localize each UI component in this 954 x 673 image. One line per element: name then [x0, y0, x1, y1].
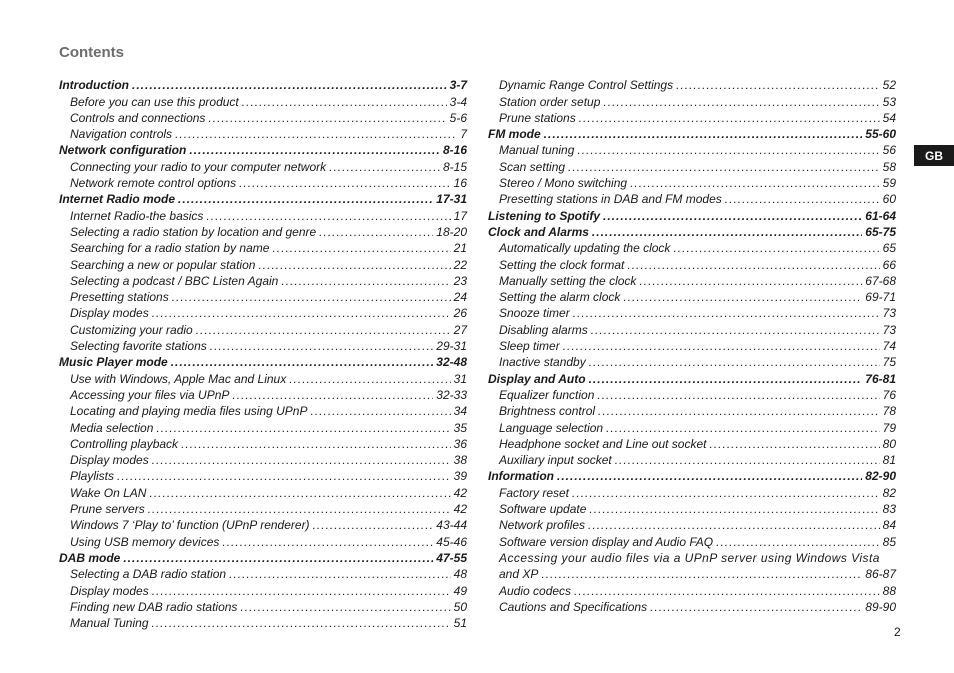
- toc-dot-leader: [152, 453, 451, 468]
- toc-dot-leader: [591, 323, 880, 338]
- toc-entry-title: Software version display and Audio FAQ: [499, 534, 714, 549]
- toc-entry-title: Accessing your files via UPnP: [70, 387, 230, 402]
- toc-entry-title: Audio codecs: [499, 583, 572, 598]
- toc-entry-title: Cautions and Specifications: [499, 599, 648, 614]
- toc-entry-pages: 42: [453, 502, 467, 517]
- toc-entry-title: Software update: [499, 502, 587, 517]
- toc-subsection-entry: [59, 207, 467, 223]
- toc-entry-title: Clock and Alarms: [488, 224, 589, 239]
- toc-dot-leader: [181, 437, 451, 452]
- toc-entry-title: Finding new DAB radio stations: [70, 599, 238, 614]
- toc-subsection-entry: [59, 436, 467, 452]
- toc-entry-title: Scan setting: [499, 159, 566, 174]
- toc-entry-title: Accessing your audio files via a UPnP server using Windows Vista: [499, 550, 880, 565]
- toc-subsection-entry: [59, 305, 467, 321]
- toc-dot-leader: [222, 535, 433, 550]
- toc-entry-pages: 88: [882, 583, 896, 598]
- toc-section-entry: [488, 468, 896, 484]
- toc-dot-leader: [589, 372, 863, 387]
- toc-entry-title: Prune stations: [499, 110, 576, 125]
- toc-entry-title: Stereo / Mono switching: [499, 176, 628, 191]
- toc-entry-pages: 80: [882, 436, 896, 451]
- toc-entry-title: Language selection: [499, 420, 604, 435]
- toc-dot-leader: [232, 388, 433, 403]
- toc-entry-title: Playlists: [70, 469, 115, 484]
- toc-subsection-entry: [488, 175, 896, 191]
- toc-dot-leader: [676, 78, 880, 93]
- toc-entry-title: Presetting stations in DAB and FM modes: [499, 192, 722, 207]
- toc-subsection-entry: [59, 533, 467, 549]
- toc-entry-pages: 52: [882, 78, 896, 93]
- toc-dot-leader: [623, 290, 862, 305]
- toc-entry-pages: 48: [453, 567, 467, 582]
- toc-dot-leader: [589, 355, 880, 370]
- toc-subsection-entry: [488, 533, 896, 549]
- toc-subsection-entry: [59, 599, 467, 615]
- toc-entry-title: Selecting a radio station by location and genre: [70, 224, 317, 239]
- toc-dot-leader: [557, 469, 862, 484]
- toc-entry-pages: 39: [453, 469, 467, 484]
- toc-entry-title: FM mode: [488, 127, 541, 142]
- toc-entry-pages: 27: [453, 322, 467, 337]
- toc-dot-leader: [568, 160, 880, 175]
- toc-entry-title: Inactive standby: [499, 355, 586, 370]
- toc-entry-title: Display modes: [70, 306, 149, 321]
- toc-entry-pages: 76-81: [865, 371, 896, 386]
- toc-entry-title: Manually setting the clock: [499, 273, 637, 288]
- toc-subsection-entry: [59, 517, 467, 533]
- toc-dot-leader: [258, 258, 450, 273]
- toc-dot-leader: [310, 404, 450, 419]
- toc-entry-title: Selecting a DAB radio station: [70, 567, 227, 582]
- toc-entry-title: Brightness control: [499, 404, 596, 419]
- toc-subsection-entry: [59, 158, 467, 174]
- toc-dot-leader: [242, 95, 447, 110]
- toc-entry-title: Controls and connections: [70, 110, 206, 125]
- toc-entry-title: Before you can use this product: [70, 94, 239, 109]
- toc-section-entry: [59, 142, 467, 158]
- toc-subsection-entry: [59, 452, 467, 468]
- toc-subsection-entry: [59, 126, 467, 142]
- toc-subsection-entry: [59, 566, 467, 582]
- toc-entry-pages: 66: [882, 257, 896, 272]
- toc-entry-pages: 34: [453, 404, 467, 419]
- toc-dot-leader: [579, 111, 880, 126]
- toc-entry-title: Auxiliary input socket: [499, 453, 612, 468]
- toc-left-column: [59, 77, 467, 631]
- toc-dot-leader: [603, 95, 879, 110]
- toc-entry-title: Introduction: [59, 78, 129, 93]
- toc-subsection-entry: [488, 289, 896, 305]
- toc-entry-title: Setting the clock format: [499, 257, 625, 272]
- toc-dot-leader: [239, 176, 451, 191]
- toc-entry-pages: 61-64: [865, 208, 896, 223]
- toc-entry-pages: 32-33: [436, 387, 467, 402]
- toc-entry-pages: 85: [882, 534, 896, 549]
- toc-subsection-entry: [488, 110, 896, 126]
- toc-entry-pages: 42: [453, 485, 467, 500]
- toc-entry-title: Media selection: [70, 420, 154, 435]
- toc-dot-leader: [152, 306, 451, 321]
- toc-entry-pages: 29-31: [436, 339, 467, 354]
- toc-entry-title: Headphone socket and Line out socket: [499, 436, 707, 451]
- toc-subsection-entry: [488, 419, 896, 435]
- toc-dot-leader: [156, 421, 450, 436]
- toc-entry-title: Information: [488, 469, 554, 484]
- toc-dot-leader: [588, 518, 880, 533]
- toc-subsection-entry: [59, 468, 467, 484]
- toc-entry-title: Display modes: [70, 453, 149, 468]
- toc-entry-title: Selecting favorite stations: [70, 339, 207, 354]
- toc-dot-leader: [289, 372, 450, 387]
- toc-entry-title: Snooze timer: [499, 306, 570, 321]
- toc-entry-pages: 58: [882, 159, 896, 174]
- toc-entry-title: Station order setup: [499, 94, 601, 109]
- toc-entry-title: Dynamic Range Control Settings: [499, 78, 674, 93]
- toc-subsection-entry: [59, 224, 467, 240]
- toc-dot-leader: [598, 404, 880, 419]
- toc-dot-leader: [606, 421, 880, 436]
- toc-subsection-entry: [59, 110, 467, 126]
- toc-dot-leader: [117, 469, 451, 484]
- toc-entry-title: Wake On LAN: [70, 485, 147, 500]
- toc-entry-pages: 75: [882, 355, 896, 370]
- toc-entry-title: Windows 7 ‘Play to’ function (UPnP renderer): [70, 518, 310, 533]
- toc-subsection-entry: [488, 354, 896, 370]
- toc-subsection-entry: [488, 240, 896, 256]
- toc-subsection-entry: [488, 256, 896, 272]
- toc-entry-pages: 50: [453, 599, 467, 614]
- toc-entry-title: Automatically updating the clock: [499, 241, 671, 256]
- toc-entry-title: Searching a new or popular station: [70, 257, 256, 272]
- toc-dot-leader: [716, 535, 880, 550]
- toc-entry-pages: 21: [453, 241, 467, 256]
- toc-entry-pages: 67-68: [865, 273, 896, 288]
- toc-subsection-entry: [488, 436, 896, 452]
- toc-entry-pages: 43-44: [436, 518, 467, 533]
- toc-entry-pages: 16: [453, 176, 467, 191]
- toc-entry-pages: 23: [453, 273, 467, 288]
- toc-entry-pages: 73: [882, 306, 896, 321]
- toc-entry-title: Network remote control options: [70, 176, 237, 191]
- toc-entry-title: Using USB memory devices: [70, 534, 220, 549]
- toc-subsection-entry: [488, 550, 896, 566]
- toc-subsection-entry: [488, 321, 896, 337]
- toc-entry-pages: 84: [882, 518, 896, 533]
- toc-entry-pages: 18-20: [436, 224, 467, 239]
- toc-dot-leader: [329, 160, 440, 175]
- toc-section-entry: [488, 126, 896, 142]
- toc-dot-leader: [573, 306, 880, 321]
- toc-dot-leader: [563, 339, 880, 354]
- toc-dot-leader: [229, 567, 451, 582]
- toc-subsection-entry: [59, 582, 467, 598]
- toc-entry-pages: 35: [453, 420, 467, 435]
- toc-entry-title: Controlling playback: [70, 436, 179, 451]
- toc-section-entry: [59, 191, 467, 207]
- toc-dot-leader: [172, 290, 451, 305]
- page-number: 2: [894, 625, 901, 639]
- toc-dot-leader: [313, 518, 434, 533]
- toc-entry-pages: 82: [882, 485, 896, 500]
- toc-dot-leader: [208, 111, 446, 126]
- toc-entry-pages: 38: [453, 453, 467, 468]
- toc-entry-pages: 56: [882, 143, 896, 158]
- toc-entry-pages: 26: [453, 306, 467, 321]
- toc-entry-pages: 65-75: [865, 224, 896, 239]
- toc-dot-leader: [589, 502, 879, 517]
- toc-entry-pages: 89-90: [865, 599, 896, 614]
- toc-subsection-entry: [59, 387, 467, 403]
- toc-entry-pages: 45-46: [436, 534, 467, 549]
- toc-entry-pages: 31: [453, 371, 467, 386]
- toc-entry-pages: 5-6: [449, 110, 467, 125]
- toc-dot-leader: [240, 600, 450, 615]
- toc-subsection-entry: [488, 273, 896, 289]
- toc-dot-leader: [630, 176, 880, 191]
- toc-entry-title: Searching for a radio station by name: [70, 241, 270, 256]
- toc-entry-pages: 83: [882, 502, 896, 517]
- toc-subsection-entry: [59, 370, 467, 386]
- toc-subsection-entry: [59, 289, 467, 305]
- toc-subsection-entry: [488, 484, 896, 500]
- toc-dot-leader: [210, 339, 434, 354]
- toc-entry-pages: 47-55: [436, 550, 467, 565]
- toc-entry-title: Internet Radio-the basics: [70, 208, 204, 223]
- toc-dot-leader: [149, 486, 450, 501]
- toc-dot-leader: [196, 323, 451, 338]
- toc-dot-leader: [178, 192, 433, 207]
- toc-entry-pages: 55-60: [865, 127, 896, 142]
- toc-entry-title: and XP: [499, 567, 539, 582]
- toc-dot-leader: [152, 584, 451, 599]
- toc-subsection-entry: [59, 403, 467, 419]
- toc-dot-leader: [627, 258, 879, 273]
- toc-dot-leader: [123, 551, 433, 566]
- toc-entry-title: Use with Windows, Apple Mac and Linux: [70, 371, 287, 386]
- toc-entry-title: Factory reset: [499, 485, 570, 500]
- toc-dot-leader: [577, 143, 879, 158]
- toc-subsection-entry: [488, 582, 896, 598]
- toc-entry-pages: 3-7: [449, 78, 467, 93]
- toc-dot-leader: [171, 355, 434, 370]
- toc-dot-leader: [206, 209, 450, 224]
- toc-entry-title: Prune servers: [70, 502, 145, 517]
- toc-subsection-entry: [488, 93, 896, 109]
- toc-entry-pages: 36: [453, 436, 467, 451]
- toc-subsection-entry: [488, 142, 896, 158]
- toc-subsection-entry: [488, 501, 896, 517]
- toc-entry-pages: 3-4: [449, 94, 467, 109]
- toc-dot-leader: [152, 616, 451, 631]
- toc-entry-pages: 22: [453, 257, 467, 272]
- toc-entry-pages: 24: [453, 290, 467, 305]
- toc-entry-title: Navigation controls: [70, 127, 173, 142]
- toc-subsection-entry: [488, 158, 896, 174]
- toc-entry-title: Presetting stations: [70, 290, 169, 305]
- toc-entry-pages: 32-48: [436, 355, 467, 370]
- toc-subsection-entry: [488, 517, 896, 533]
- toc-subsection-entry: [59, 256, 467, 272]
- toc-subsection-entry: [59, 273, 467, 289]
- toc-subsection-entry: [59, 338, 467, 354]
- toc-entry-title: Manual tuning: [499, 143, 575, 158]
- toc-subsection-entry: [488, 191, 896, 207]
- toc-subsection-entry: [59, 240, 467, 256]
- toc-dot-leader: [319, 225, 433, 240]
- toc-entry-title: Display modes: [70, 583, 149, 598]
- toc-section-entry: [59, 77, 467, 93]
- toc-entry-pages: 59: [882, 176, 896, 191]
- toc-dot-leader: [639, 274, 862, 289]
- toc-entry-pages: 76: [882, 387, 896, 402]
- toc-dot-leader: [148, 502, 451, 517]
- toc-entry-pages: 8-16: [442, 143, 467, 158]
- toc-subsection-entry: [488, 387, 896, 403]
- toc-right-column: [488, 77, 896, 615]
- toc-subsection-entry: [59, 419, 467, 435]
- toc-section-entry: [59, 550, 467, 566]
- toc-subsection-entry: [59, 615, 467, 631]
- page-title: Contents: [59, 44, 124, 61]
- toc-entry-pages: 79: [882, 420, 896, 435]
- toc-dot-leader: [189, 143, 440, 158]
- toc-entry-pages: 17: [453, 208, 467, 223]
- toc-entry-title: Display and Auto: [488, 371, 586, 386]
- toc-subsection-entry: [59, 321, 467, 337]
- toc-subsection-entry: [488, 305, 896, 321]
- toc-entry-title: Selecting a podcast / BBC Listen Again: [70, 273, 279, 288]
- toc-section-entry: [488, 224, 896, 240]
- toc-dot-leader: [603, 209, 862, 224]
- toc-dot-leader: [709, 437, 879, 452]
- toc-dot-leader: [725, 192, 880, 207]
- toc-entry-title: Setting the alarm clock: [499, 290, 621, 305]
- toc-dot-leader: [272, 241, 450, 256]
- toc-dot-leader: [615, 453, 880, 468]
- toc-dot-leader: [592, 225, 862, 240]
- toc-dot-leader: [574, 584, 880, 599]
- toc-dot-leader: [572, 486, 880, 501]
- toc-entry-title: DAB mode: [59, 550, 121, 565]
- toc-dot-leader: [541, 567, 862, 582]
- toc-entry-pages: 86-87: [865, 567, 896, 582]
- toc-entry-title: Connecting your radio to your computer network: [70, 159, 327, 174]
- toc-subsection-entry: [488, 77, 896, 93]
- toc-entry-title: Disabling alarms: [499, 322, 588, 337]
- toc-entry-title: Customizing your radio: [70, 322, 193, 337]
- toc-section-entry: [488, 370, 896, 386]
- toc-entry-pages: 81: [882, 453, 896, 468]
- toc-dot-leader: [650, 600, 862, 615]
- toc-entry-pages: 53: [882, 94, 896, 109]
- toc-entry-pages: 49: [453, 583, 467, 598]
- toc-entry-pages: 69-71: [865, 290, 896, 305]
- toc-dot-leader: [544, 127, 863, 142]
- toc-subsection-entry: [488, 599, 896, 615]
- toc-subsection-entry: [59, 175, 467, 191]
- toc-entry-pages: 65: [882, 241, 896, 256]
- toc-entry-pages: 51: [453, 616, 467, 631]
- toc-entry-title: Network profiles: [499, 518, 586, 533]
- toc-dot-leader: [597, 388, 879, 403]
- toc-subsection-entry: [59, 484, 467, 500]
- toc-entry-pages: 73: [882, 322, 896, 337]
- toc-subsection-entry: [488, 452, 896, 468]
- toc-entry-pages: 60: [882, 192, 896, 207]
- toc-section-entry: [488, 207, 896, 223]
- toc-dot-leader: [175, 127, 457, 142]
- toc-entry-pages: 78: [882, 404, 896, 419]
- toc-entry-title: Locating and playing media files using UPnP: [70, 404, 308, 419]
- toc-entry-title: Internet Radio mode: [59, 192, 176, 207]
- toc-entry-pages: 82-90: [865, 469, 896, 484]
- language-tab: GB: [914, 145, 954, 166]
- toc-subsection-entry: [59, 501, 467, 517]
- toc-dot-leader: [673, 241, 879, 256]
- toc-entry-title: Manual Tuning: [70, 616, 149, 631]
- toc-entry-title: Listening to Spotify: [488, 208, 600, 223]
- toc-subsection-entry: [59, 93, 467, 109]
- toc-entry-title: Music Player mode: [59, 355, 168, 370]
- toc-subsection-entry: [488, 338, 896, 354]
- toc-subsection-entry: [488, 403, 896, 419]
- toc-dot-leader: [281, 274, 450, 289]
- toc-entry-pages: 7: [460, 127, 467, 142]
- toc-entry-title: Sleep timer: [499, 339, 560, 354]
- toc-entry-title: Network configuration: [59, 143, 187, 158]
- toc-entry-pages: 54: [882, 110, 896, 125]
- toc-dot-leader: [132, 78, 447, 93]
- toc-entry-pages: 8-15: [442, 159, 467, 174]
- toc-entry-title: Equalizer function: [499, 387, 595, 402]
- toc-section-entry: [59, 354, 467, 370]
- toc-entry-pages: 17-31: [436, 192, 467, 207]
- toc-entry-pages: 74: [882, 339, 896, 354]
- toc-subsection-entry: [488, 566, 896, 582]
